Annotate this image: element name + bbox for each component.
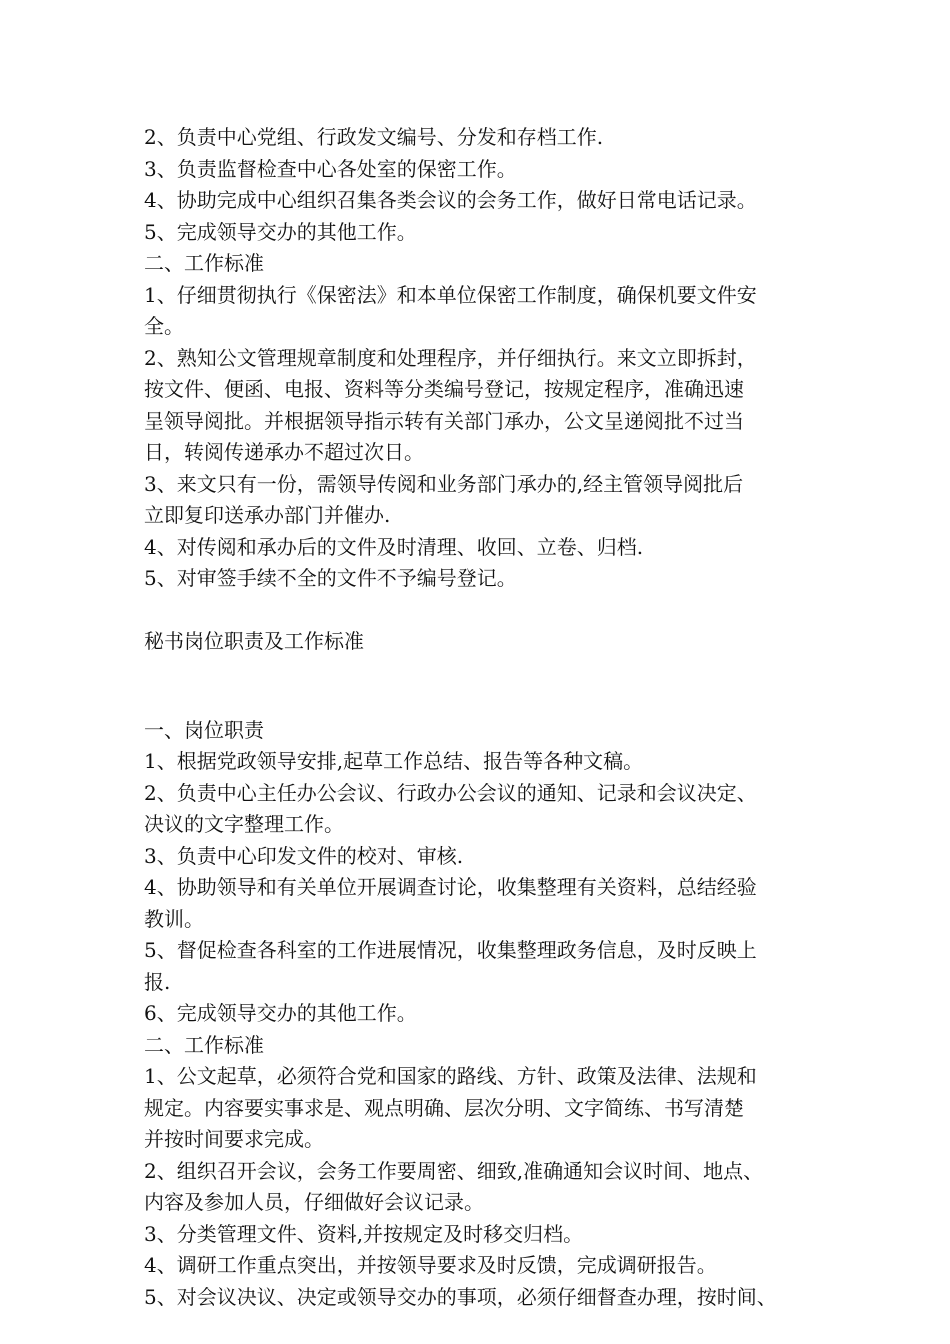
standard-line: 并按时间要求完成。 xyxy=(144,1127,324,1151)
duty-item: 5、完成领导交办的其他工作。 xyxy=(144,219,417,244)
standard-line: 4、调研工作重点突出，并按领导要求及时反馈，完成调研报告。 xyxy=(144,1253,717,1277)
standard-line: 5、对会议决议、决定或领导交办的事项，必须仔细督查办理，按时间、 xyxy=(144,1284,777,1309)
section1-duties-list xyxy=(144,122,824,248)
duty-line: 6、完成领导交办的其他工作。 xyxy=(144,1001,417,1025)
section2-standards-heading: 二、工作标准 xyxy=(144,1032,264,1057)
standard-line: 全。 xyxy=(144,314,184,338)
standard-line: 2、组织召开会议，会务工作要周密、细致,准确通知会议时间、地点、 xyxy=(144,1158,764,1183)
section2-title: 秘书岗位职责及工作标准 xyxy=(144,629,364,653)
duty-item: 2、负责中心党组、行政发文编号、分发和存档工作. xyxy=(144,125,604,149)
section2-standards-list xyxy=(144,1061,824,1313)
standard-line: 1、仔细贯彻执行《保密法》和本单位保密工作制度，确保机要文件安 xyxy=(144,282,757,307)
spacer xyxy=(144,595,824,627)
section2-duties-heading: 一、岗位职责 xyxy=(144,717,264,742)
duty-line: 3、负责中心印发文件的校对、审核. xyxy=(144,843,464,868)
section2-duties-list xyxy=(144,746,824,1030)
duty-line: 5、督促检查各科室的工作进展情况，收集整理政务信息，及时反映上 xyxy=(144,938,757,962)
duty-line: 教训。 xyxy=(144,906,204,931)
standard-line: 规定。内容要实事求是、观点明确、层次分明、文字简练、书写清楚 xyxy=(144,1095,744,1120)
document-page xyxy=(144,122,824,1313)
standard-line: 2、熟知公文管理规章制度和处理程序，并仔细执行。来文立即拆封， xyxy=(144,345,757,370)
standard-line: 3、来文只有一份，需领导传阅和业务部门承办的,经主管领导阅批后 xyxy=(144,471,744,496)
duty-line: 报. xyxy=(144,969,171,994)
standard-line: 5、对审签手续不全的文件不予编号登记。 xyxy=(144,566,517,590)
spacer xyxy=(144,658,824,715)
standard-line: 按文件、便函、电报、资料等分类编号登记，按规定程序，准确迅速 xyxy=(144,377,744,401)
duty-line: 1、根据党政领导安排,起草工作总结、报告等各种文稿。 xyxy=(144,749,644,773)
standard-line: 立即复印送承办部门并催办. xyxy=(144,503,391,527)
standard-line: 3、分类管理文件、资料,并按规定及时移交归档。 xyxy=(144,1221,584,1246)
standard-line: 呈领导阅批。并根据领导指示转有关部门承办，公文呈递阅批不过当 xyxy=(144,408,744,433)
standard-line: 4、对传阅和承办后的文件及时清理、收回、立卷、归档. xyxy=(144,534,644,559)
standard-line: 内容及参加人员，仔细做好会议记录。 xyxy=(144,1190,484,1214)
section1-standards-heading: 二、工作标准 xyxy=(144,251,264,275)
duty-item: 3、负责监督检查中心各处室的保密工作。 xyxy=(144,156,517,181)
standard-line: 1、公文起草，必须符合党和国家的路线、方针、政策及法律、法规和 xyxy=(144,1064,757,1088)
duty-line: 决议的文字整理工作。 xyxy=(144,812,344,836)
section1-standards-list xyxy=(144,280,824,595)
duty-line: 4、协助领导和有关单位开展调查讨论，收集整理有关资料，总结经验 xyxy=(144,875,757,899)
duty-item: 4、协助完成中心组织召集各类会议的会务工作，做好日常电话记录。 xyxy=(144,188,757,212)
standard-line: 日，转阅传递承办不超过次日。 xyxy=(144,440,424,464)
duty-line: 2、负责中心主任办公会议、行政办公会议的通知、记录和会议决定、 xyxy=(144,780,757,805)
